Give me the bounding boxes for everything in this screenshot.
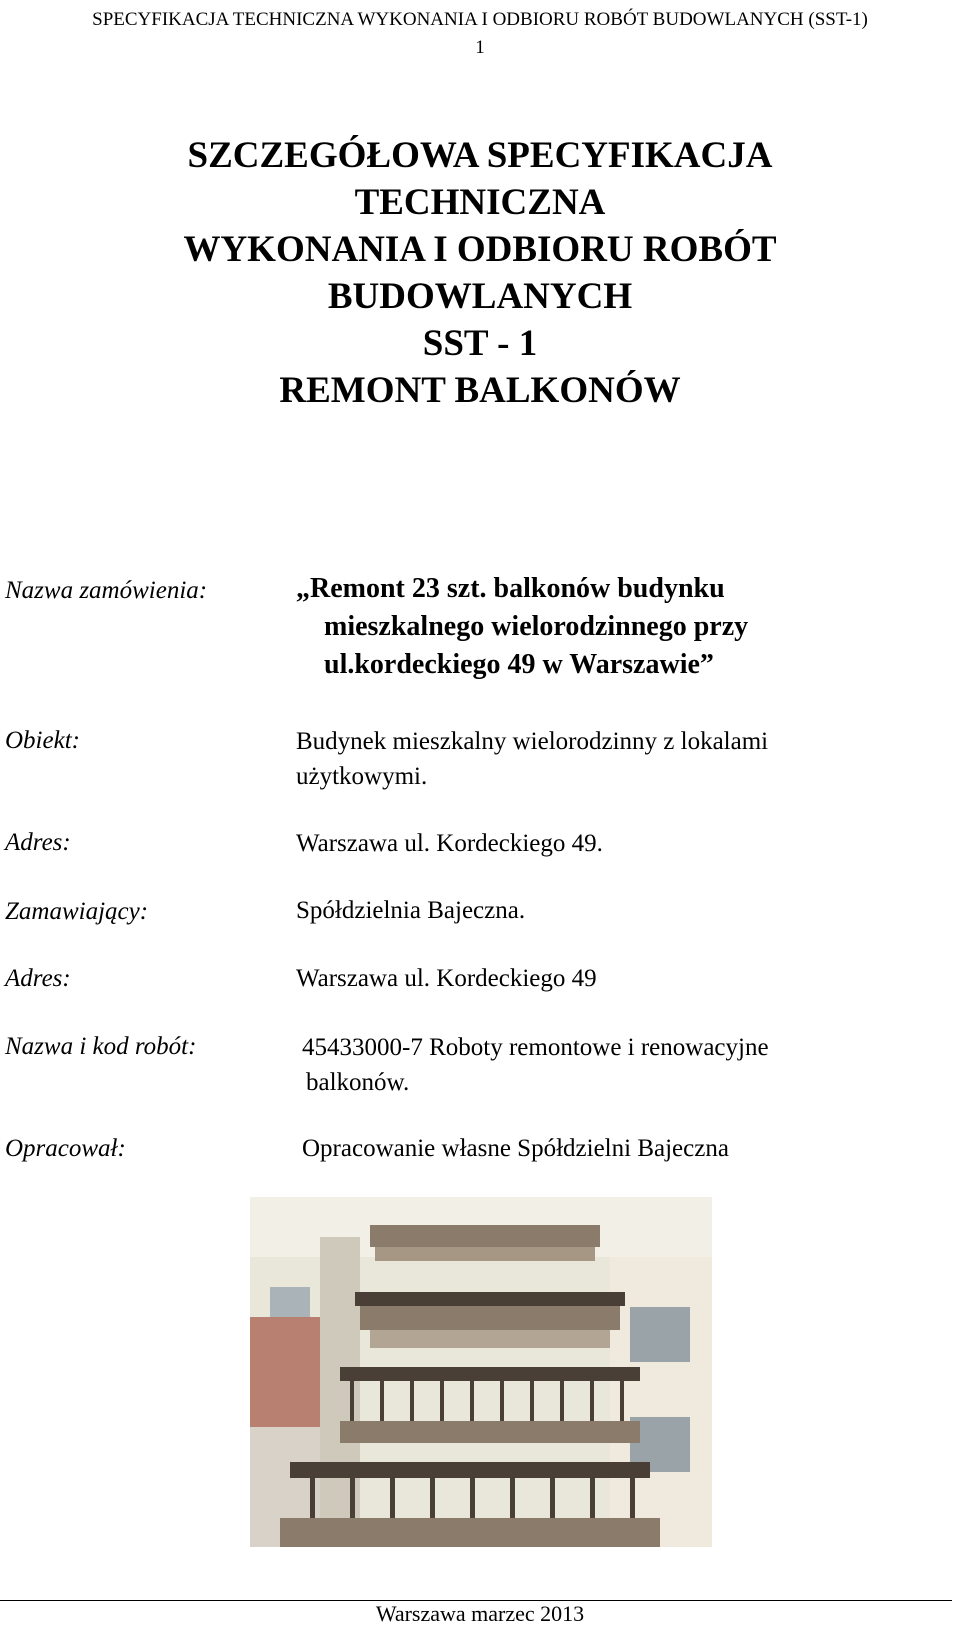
object-value <box>296 724 916 794</box>
page-number: 1 <box>475 37 485 58</box>
balcony-photo <box>250 1197 712 1547</box>
order-name-line-1: „Remont 23 szt. balkonów budynku <box>296 573 725 604</box>
client-address-value: Warszawa ul. Kordeckiego 49 <box>296 965 597 992</box>
title-line-4: BUDOWLANYCH <box>327 276 633 317</box>
title-line-1: SZCZEGÓŁOWA SPECYFIKACJA <box>187 135 773 176</box>
balcony-photo-image <box>250 1197 712 1547</box>
object-line-1: Budynek mieszkalny wielorodzinny z lokalami <box>296 728 769 755</box>
running-title: SPECYFIKACJA TECHNICZNA WYKONANIA I ODBIORU ROBÓT BUDOWLANYCH (SST-1) <box>92 9 868 30</box>
title-line-2: TECHNICZNA <box>354 182 606 223</box>
footer-text: Warszawa marzec 2013 <box>375 1601 585 1626</box>
order-name-label: Nazwa zamówienia: <box>5 577 208 604</box>
address-label-text: Adres: <box>5 829 71 856</box>
client-address-label: Adres: <box>5 965 71 992</box>
title-line-3: WYKONANIA I ODBIORU ROBÓT <box>183 229 777 270</box>
author-value: Opracowanie własne Spółdzielni Bajeczna <box>302 1135 729 1162</box>
document-title <box>0 132 960 414</box>
order-name-line-3: ul.kordeckiego 49 w Warszawie” <box>324 649 714 680</box>
works-label: Nazwa i kod robót: <box>5 1033 197 1060</box>
works-line-1: 45433000-7 Roboty remontowe i renowacyjne <box>302 1034 769 1061</box>
works-value <box>302 1030 922 1100</box>
title-line-6: REMONT BALKONÓW <box>279 370 681 411</box>
order-name-value <box>296 570 916 684</box>
works-line-2: balkonów. <box>306 1069 410 1096</box>
client-label: Zamawiający: <box>5 898 149 925</box>
object-line-2: użytkowymi. <box>296 763 428 790</box>
address-label <box>5 824 71 862</box>
object-label: Obiekt: <box>5 727 80 754</box>
running-header <box>0 6 960 62</box>
address-value: Warszawa ul. Kordeckiego 49. <box>296 830 603 857</box>
title-line-5: SST - 1 <box>422 323 538 364</box>
order-name-line-2: mieszkalnego wielorodzinnego przy <box>324 611 749 642</box>
author-label: Opracował: <box>5 1135 126 1162</box>
client-value: Spółdzielnia Bajeczna. <box>296 897 526 924</box>
